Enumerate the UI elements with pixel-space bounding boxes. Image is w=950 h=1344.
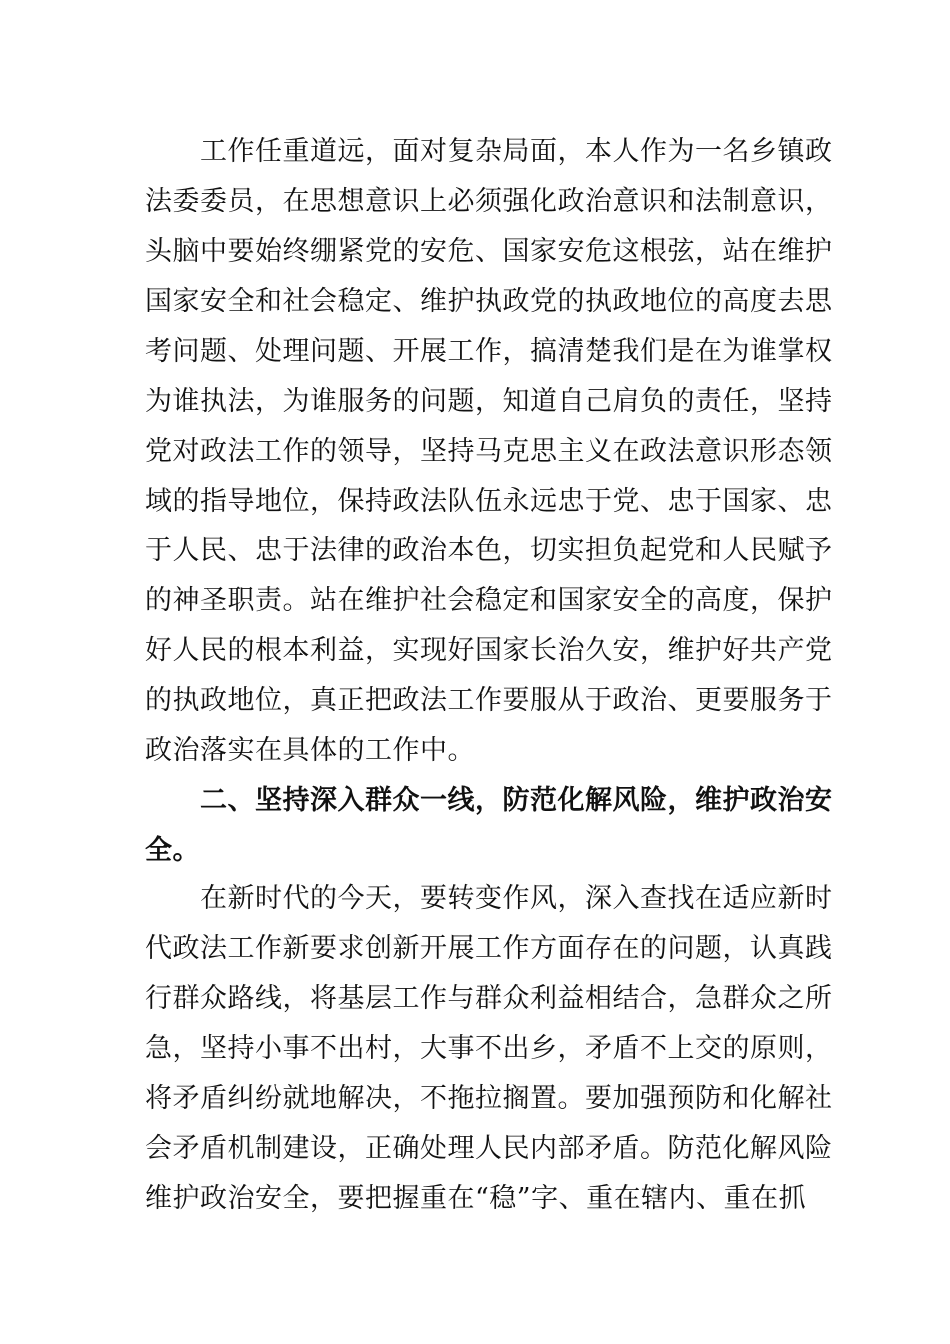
section-heading: 二、坚持深入群众一线，防范化解风险，维护政治安 <box>200 785 833 816</box>
paragraph-line: 的神圣职责。站在维护社会稳定和国家安全的高度，保护 <box>145 585 833 616</box>
paragraph-line: 域的指导地位，保持政法队伍永远忠于党、忠于国家、忠 <box>145 486 833 517</box>
paragraph-line: 将矛盾纠纷就地解决，不拖拉搁置。要加强预防和化解社 <box>145 1083 833 1114</box>
section-heading: 全。 <box>145 835 200 866</box>
paragraph-line: 会矛盾机制建设，正确处理人民内部矛盾。防范化解风险 <box>145 1133 833 1164</box>
paragraph-line: 头脑中要始终绷紧党的安危、国家安危这根弦，站在维护 <box>145 236 833 267</box>
paragraph-line: 的执政地位，真正把政法工作要服从于政治、更要服务于 <box>145 685 833 716</box>
paragraph-line: 考问题、处理问题、开展工作，搞清楚我们是在为谁掌权 <box>145 336 833 367</box>
paragraph-line: 急，坚持小事不出村，大事不出乡，矛盾不上交的原则， <box>145 1033 833 1064</box>
paragraph-line: 法委委员，在思想意识上必须强化政治意识和法制意识， <box>145 186 833 217</box>
paragraph-line: 在新时代的今天，要转变作风，深入查找在适应新时 <box>200 883 833 914</box>
paragraph-line: 好人民的根本利益，实现好国家长治久安，维护好共产党 <box>145 635 833 666</box>
paragraph-line: 维护政治安全，要把握重在“稳”字、重在辖内、重在抓 <box>145 1183 807 1214</box>
paragraph-line: 工作任重道远，面对复杂局面，本人作为一名乡镇政 <box>200 136 833 167</box>
paragraph-line: 国家安全和社会稳定、维护执政党的执政地位的高度去思 <box>145 286 833 317</box>
paragraph-line: 政治落实在具体的工作中。 <box>145 735 475 766</box>
paragraph-line: 为谁执法，为谁服务的问题，知道自己肩负的责任，坚持 <box>145 386 833 417</box>
paragraph-line: 代政法工作新要求创新开展工作方面存在的问题，认真践 <box>145 933 833 964</box>
paragraph-line: 党对政法工作的领导，坚持马克思主义在政法意识形态领 <box>145 436 833 467</box>
paragraph-line: 行群众路线，将基层工作与群众利益相结合，急群众之所 <box>145 983 833 1014</box>
paragraph-line: 于人民、忠于法律的政治本色，切实担负起党和人民赋予 <box>145 535 833 566</box>
